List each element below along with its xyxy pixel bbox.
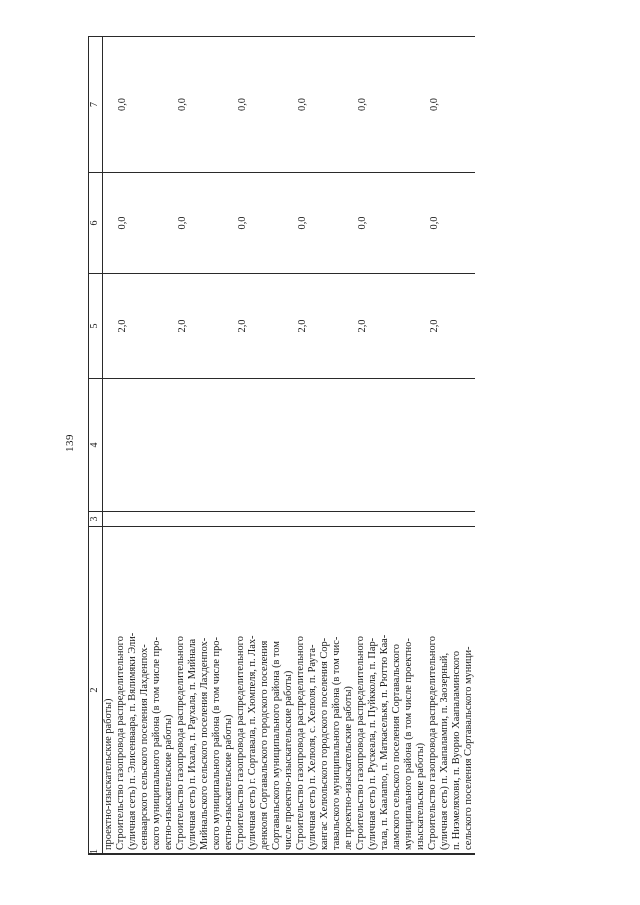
row-value-col-5: 2,0 [427, 274, 475, 379]
table-row [175, 37, 235, 855]
row-value-col-5: 2,0 [115, 274, 175, 379]
row-col-1 [295, 854, 355, 855]
row-col-3 [115, 512, 175, 527]
row-col-4 [355, 379, 427, 512]
row-col-3 [175, 512, 235, 527]
row-col-1 [427, 854, 475, 855]
row-value-col-7: 0,0 [175, 37, 235, 173]
description-line: ле проектно-изыскательские работы) [343, 686, 354, 850]
row-value-col-6: 0,0 [115, 173, 175, 274]
row-value-col-5: 2,0 [355, 274, 427, 379]
row-value-col-6: 0,0 [295, 173, 355, 274]
row-col-3 [355, 512, 427, 527]
header-col-1: 1 [89, 854, 103, 855]
row-col-1 [175, 854, 235, 855]
description-line: п. Ниэмеляхови, п. Вуорио Хаапаламинского [451, 650, 462, 850]
row-description [115, 527, 175, 854]
description-line: (уличная сеть) г. Сортавала, п. Хюмпеля, п. Лах- [247, 635, 258, 850]
row-value-col-7: 0,0 [295, 37, 355, 173]
data-table [88, 36, 475, 855]
description-line: Строительство газопровода распределительного [175, 636, 186, 850]
table-row [427, 37, 475, 855]
description-line: Строительство газопровода распределительного [235, 636, 246, 850]
row-value-col-5: 2,0 [295, 274, 355, 379]
description-line: Строительство газопровода распределительного [295, 636, 306, 850]
description-line: (уличная сеть) п. Хелюля, с. Хелюля, п. Раута- [307, 644, 318, 850]
description-line: денкюля Сортавальского городского поселения [259, 640, 270, 850]
header-col-5: 5 [89, 274, 103, 379]
description-line: кангас Хелюльского городского поселения Сор- [319, 637, 330, 850]
row-value-col-6: 0,0 [355, 173, 427, 274]
row-value-col-7: 0,0 [355, 37, 427, 173]
header-col-4: 4 [89, 379, 103, 512]
row-col-3 [427, 512, 475, 527]
description-line: (уличная сеть) п. Хаапалампи, п. Заозерный, [439, 652, 450, 850]
description-line: тавальского муниципального района (в том чис- [331, 636, 342, 850]
description-line: ского муниципального района (в том числе про- [151, 637, 162, 850]
row-description [295, 527, 355, 854]
row-col-4 [175, 379, 235, 512]
page-number: 139 [64, 434, 76, 452]
header-col-6: 6 [89, 173, 103, 274]
row-description [427, 527, 475, 854]
row-description [355, 527, 427, 854]
intro-line: проектно-изыскательские работы) [103, 527, 116, 854]
data-table-rotated [88, 37, 506, 855]
row-col-4 [295, 379, 355, 512]
row-col-4 [427, 379, 475, 512]
row-col-1 [235, 854, 295, 855]
description-line: Мийнальского сельского поселения Лахденпох- [199, 637, 210, 850]
header-row [89, 37, 103, 855]
description-line: (уличная сеть) п. Элисенваара, п. Вялимяки Эли- [127, 632, 138, 850]
description-line: ского муниципального района (в том числе про- [211, 637, 222, 850]
description-line: Строительство газопровода распределительного [427, 636, 438, 850]
row-value-col-7: 0,0 [115, 37, 175, 173]
header-col-3: 3 [89, 512, 103, 527]
row-value-col-6: 0,0 [427, 173, 475, 274]
header-col-7: 7 [89, 37, 103, 173]
row-col-4 [235, 379, 295, 512]
description-line: сельского поселения Сортавальского муници- [463, 646, 474, 850]
row-value-col-7: 0,0 [427, 37, 475, 173]
table-row [235, 37, 295, 855]
row-col-4 [115, 379, 175, 512]
description-line: ектно-изыскательские работы) [163, 714, 174, 850]
table-row [115, 37, 175, 855]
description-line: сенваарского сельского поселения Лахденпох- [139, 644, 150, 850]
row-description [235, 527, 295, 854]
row-col-3 [235, 512, 295, 527]
table-row [355, 37, 427, 855]
description-line: Строительство газопровода распределительного [355, 636, 366, 850]
row-col-1 [355, 854, 427, 855]
row-description [175, 527, 235, 854]
row-value-col-5: 2,0 [235, 274, 295, 379]
description-line: ектно-изыскательские работы) [223, 714, 234, 850]
row-value-col-5: 2,0 [175, 274, 235, 379]
description-line: ламского сельского поселения Сортавальского [391, 644, 402, 850]
description-line: муниципального района (в том числе проектно- [403, 638, 414, 850]
description-line: числе проектно-изыскательские работы) [283, 670, 294, 850]
table-row [295, 37, 355, 855]
description-line: Строительство газопровода распределительного [115, 636, 126, 850]
description-line: (уличная сеть) п. Рускеала, п. Пуйккола, п. Пар- [367, 637, 378, 850]
header-col-2: 2 [89, 527, 103, 854]
row-value-col-7: 0,0 [235, 37, 295, 173]
row-col-1 [115, 854, 175, 855]
description-line: изыскательские работы) [415, 742, 426, 850]
description-line: Сортавальского муниципального района (в том [271, 640, 282, 850]
row-value-col-6: 0,0 [175, 173, 235, 274]
description-line: тала, п. Каалamo, п. Маткаселькя, п. Рюттю Каа- [379, 634, 390, 850]
row-value-col-6: 0,0 [235, 173, 295, 274]
row-col-3 [295, 512, 355, 527]
description-line: (уличная сеть) п. Ихала, п. Раухала, п. Мийнала [187, 638, 198, 850]
intro-row [103, 37, 116, 855]
